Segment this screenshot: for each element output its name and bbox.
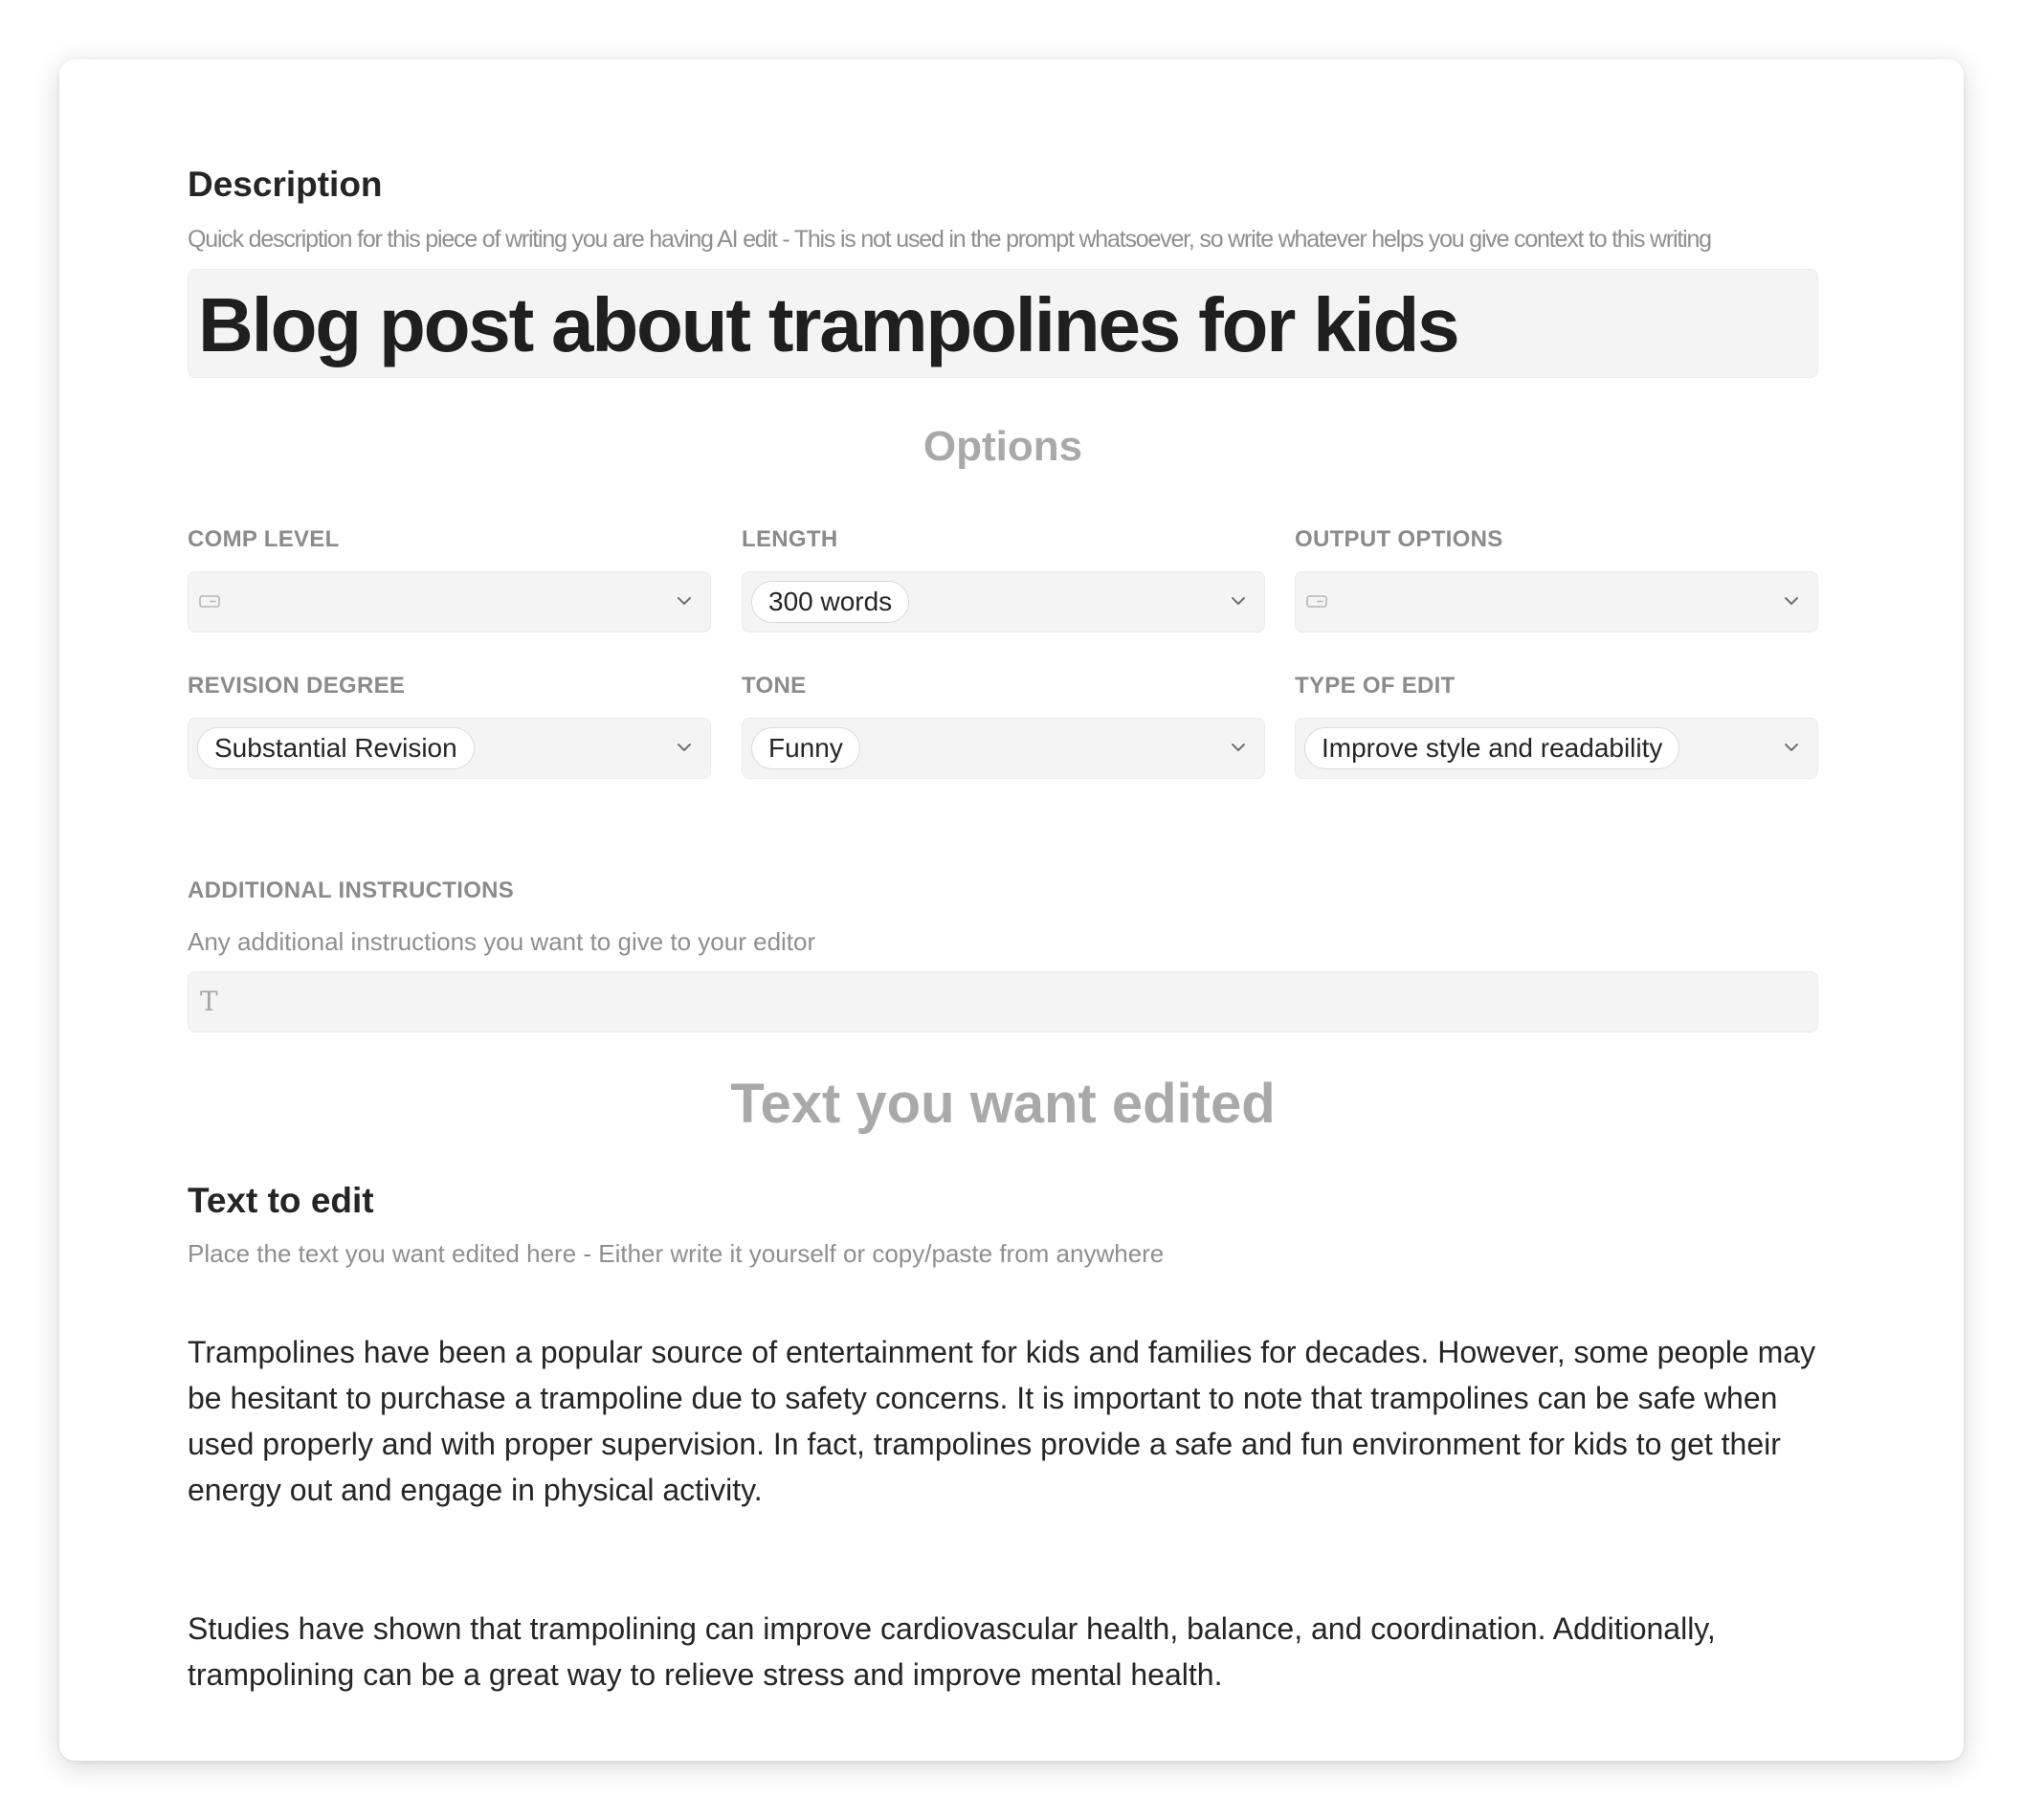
chevron-down-icon <box>676 595 693 607</box>
description-value: Blog post about trampolines for kids <box>198 282 1458 367</box>
chevron-down-icon <box>1783 742 1800 753</box>
tag-outline-icon <box>1306 593 1327 609</box>
comp-level-label: COMP LEVEL <box>188 526 340 552</box>
description-input[interactable] <box>188 269 1818 378</box>
revision-degree-select[interactable] <box>188 718 711 779</box>
length-selected-pill: 300 words <box>751 581 909 623</box>
tone-label: TONE <box>742 673 807 699</box>
chevron-down-icon <box>676 742 693 753</box>
length-select[interactable] <box>742 571 1265 633</box>
additional-instructions-input[interactable] <box>188 971 1818 1032</box>
text-to-edit-paragraph[interactable]: Studies have shown that trampolining can improve cardiovascular health, balance, and coordination. Additionally, trampolining can be a great way to relieve stress and improve mental health. <box>188 1611 1716 1692</box>
editor-card <box>59 59 1964 1761</box>
comp-level-select[interactable] <box>188 571 711 633</box>
text-to-edit-paragraph[interactable]: Trampolines have been a popular source of entertainment for kids and families for decades. However, some people may be hesitant to purchase a trampoline due to safety concerns. It is important to note that trampolines can be safe when used properly and with proper supervision. In fact, trampolines provide a safe and fun environment for kids to get their energy out and engage in physical activity. <box>188 1335 1816 1507</box>
type-of-edit-select[interactable] <box>1295 718 1818 779</box>
type-of-edit-label: TYPE OF EDIT <box>1295 673 1456 699</box>
options-heading: Options <box>923 423 1083 470</box>
tag-outline-icon <box>199 593 220 609</box>
revision-degree-selected-pill: Substantial Revision <box>197 727 475 769</box>
text-type-icon: T <box>200 986 218 1017</box>
revision-degree-label: REVISION DEGREE <box>188 673 406 699</box>
chevron-down-icon <box>1783 595 1800 607</box>
output-options-select[interactable] <box>1295 571 1818 633</box>
chevron-down-icon <box>1230 595 1247 607</box>
text-to-edit-section-heading: Text you want edited <box>730 1073 1276 1135</box>
chevron-down-icon <box>1230 742 1247 753</box>
tone-selected-pill: Funny <box>751 727 860 769</box>
length-label: LENGTH <box>742 526 838 552</box>
additional-instructions-subtitle: Any additional instructions you want to give to your editor <box>188 927 816 956</box>
description-heading: Description <box>188 165 383 204</box>
text-to-edit-subtitle: Place the text you want edited here - Either write it yourself or copy/paste from anywhere <box>188 1239 1165 1268</box>
type-of-edit-selected-pill: Improve style and readability <box>1304 727 1679 769</box>
tone-select[interactable] <box>742 718 1265 779</box>
text-to-edit-heading: Text to edit <box>188 1181 374 1220</box>
output-options-label: OUTPUT OPTIONS <box>1295 526 1503 552</box>
description-subtitle: Quick description for this piece of writing you are having AI edit - This is not used in the prompt whatsoever, so write whatever helps you give context to this writing <box>188 226 1711 253</box>
additional-instructions-label: ADDITIONAL INSTRUCTIONS <box>188 877 515 903</box>
